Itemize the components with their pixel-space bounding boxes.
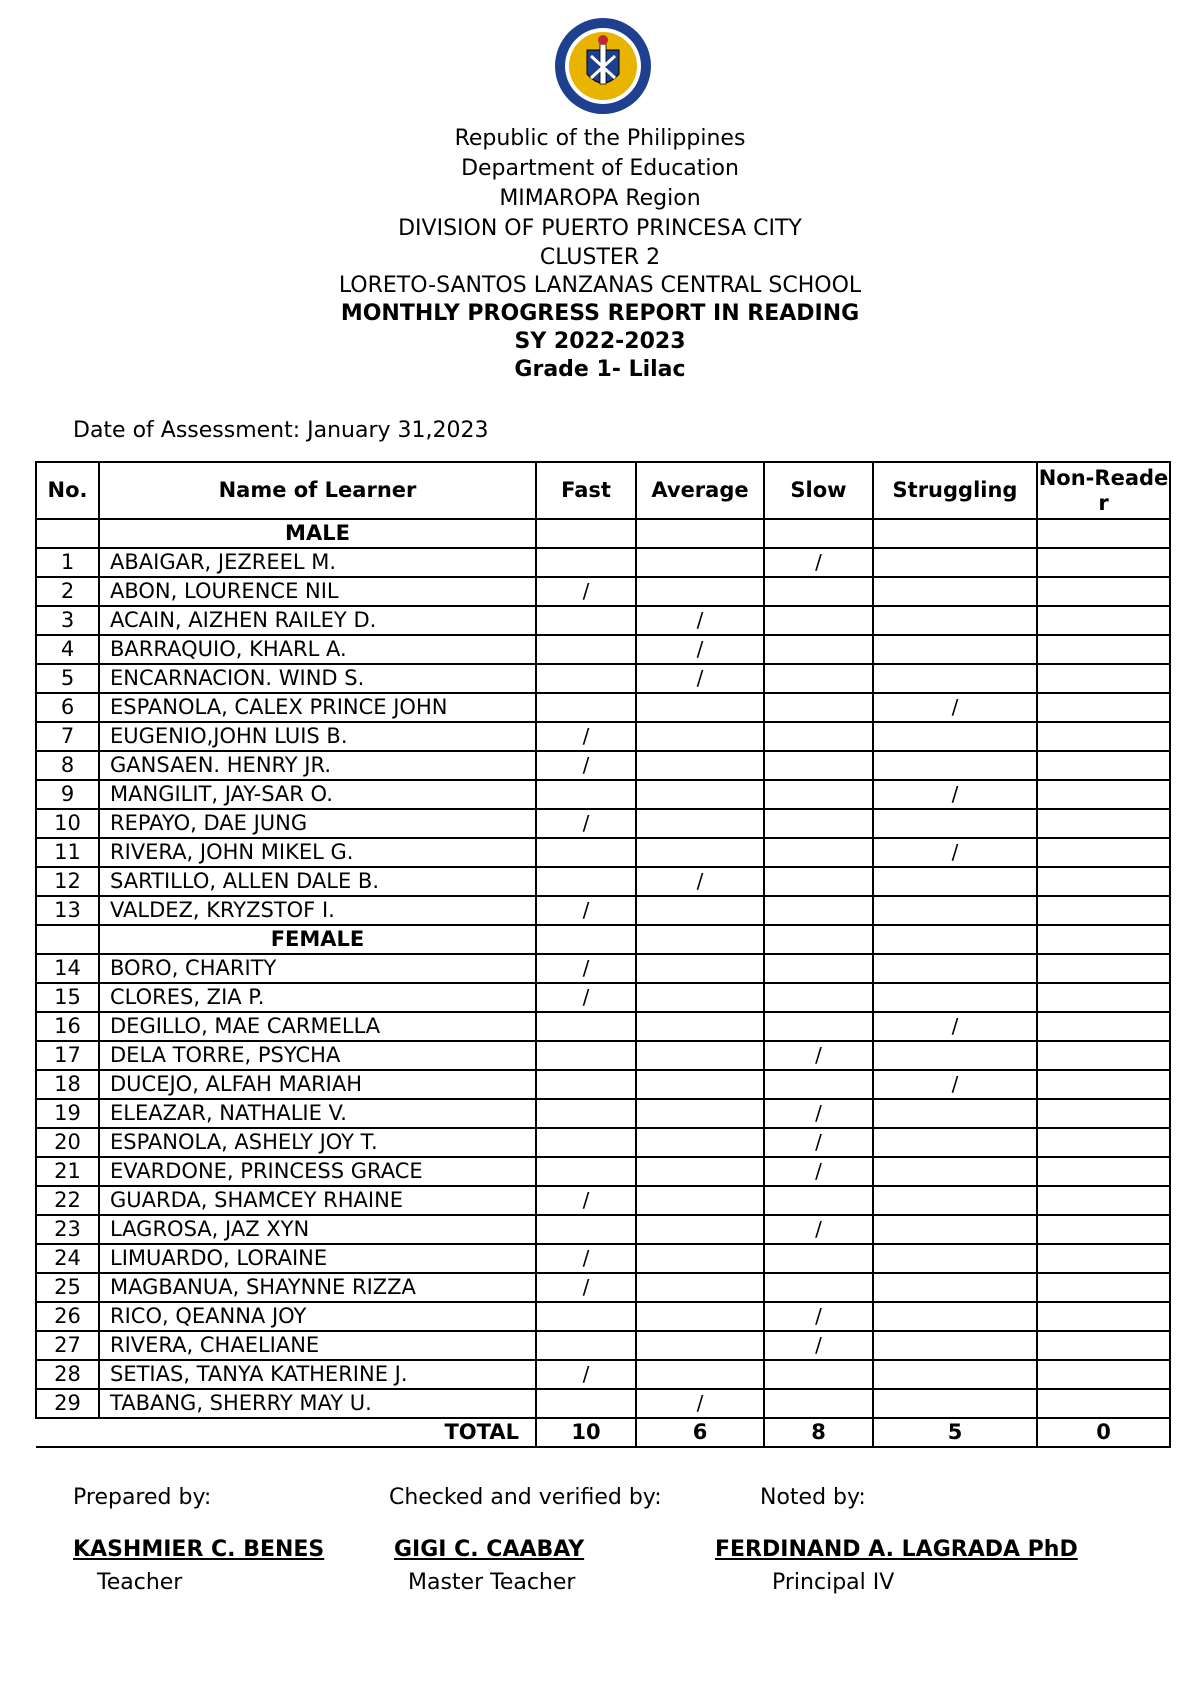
level-cell-non-reader — [1037, 809, 1170, 838]
header-division: DIVISION OF PUERTO PRINCESA CITY — [398, 216, 802, 241]
learner-number: 1 — [36, 548, 99, 577]
level-cell-struggling — [873, 1244, 1037, 1273]
level-cell-fast — [536, 1389, 636, 1418]
table-row — [36, 1041, 1170, 1070]
group-empty-cell — [36, 519, 99, 548]
level-mark: / — [636, 606, 764, 635]
reading-progress-table — [35, 461, 1171, 1448]
level-cell-struggling — [873, 1186, 1037, 1215]
header-school: LORETO-SANTOS LANZANAS CENTRAL SCHOOL — [338, 273, 862, 298]
level-cell-slow — [764, 983, 873, 1012]
master-teacher-name: GIGI C. CAABAY — [394, 1537, 585, 1562]
table-row — [36, 1389, 1170, 1418]
group-row — [36, 519, 1170, 548]
level-cell-slow — [764, 664, 873, 693]
level-cell-average — [636, 983, 764, 1012]
level-cell-average — [636, 1360, 764, 1389]
learner-name: GUARDA, SHAMCEY RHAINE — [99, 1186, 536, 1215]
level-cell-average — [636, 896, 764, 925]
learner-name: ABAIGAR, JEZREEL M. — [99, 548, 536, 577]
learner-number: 7 — [36, 722, 99, 751]
learner-name: EVARDONE, PRINCESS GRACE — [99, 1157, 536, 1186]
level-mark: / — [636, 635, 764, 664]
level-cell-fast — [536, 693, 636, 722]
group-empty-cell — [636, 925, 764, 954]
level-cell-slow — [764, 1389, 873, 1418]
level-cell-non-reader — [1037, 1302, 1170, 1331]
learner-number: 8 — [36, 751, 99, 780]
group-empty-cell — [636, 519, 764, 548]
level-cell-non-reader — [1037, 606, 1170, 635]
total-slow: 8 — [764, 1418, 873, 1447]
level-cell-non-reader — [1037, 1331, 1170, 1360]
level-mark: / — [764, 1302, 873, 1331]
level-cell-struggling — [873, 1389, 1037, 1418]
level-mark: / — [536, 983, 636, 1012]
level-cell-non-reader — [1037, 751, 1170, 780]
learner-name: MAGBANUA, SHAYNNE RIZZA — [99, 1273, 536, 1302]
table-row — [36, 1128, 1170, 1157]
learner-number: 17 — [36, 1041, 99, 1070]
teacher-role: Teacher — [97, 1570, 183, 1595]
level-cell-struggling — [873, 1099, 1037, 1128]
level-cell-slow — [764, 954, 873, 983]
col-header-no: No. — [36, 462, 99, 519]
learner-number: 28 — [36, 1360, 99, 1389]
total-average: 6 — [636, 1418, 764, 1447]
learner-name: RIVERA, JOHN MIKEL G. — [99, 838, 536, 867]
table-row — [36, 577, 1170, 606]
table-row — [36, 693, 1170, 722]
level-cell-non-reader — [1037, 1360, 1170, 1389]
learner-number: 6 — [36, 693, 99, 722]
level-cell-struggling — [873, 577, 1037, 606]
level-cell-struggling — [873, 896, 1037, 925]
learner-name: GANSAEN. HENRY JR. — [99, 751, 536, 780]
learner-name: DELA TORRE, PSYCHA — [99, 1041, 536, 1070]
level-cell-non-reader — [1037, 577, 1170, 606]
level-mark: / — [636, 664, 764, 693]
level-cell-non-reader — [1037, 1244, 1170, 1273]
learner-name: TABANG, SHERRY MAY U. — [99, 1389, 536, 1418]
group-empty-cell — [873, 519, 1037, 548]
group-empty-cell — [873, 925, 1037, 954]
learner-number: 16 — [36, 1012, 99, 1041]
level-cell-struggling — [873, 751, 1037, 780]
level-cell-struggling — [873, 1331, 1037, 1360]
level-cell-struggling — [873, 635, 1037, 664]
level-cell-fast — [536, 1070, 636, 1099]
level-cell-non-reader — [1037, 1389, 1170, 1418]
col-header-slow: Slow — [764, 462, 873, 519]
level-mark: / — [873, 838, 1037, 867]
level-cell-fast — [536, 1041, 636, 1070]
learner-name: RICO, QEANNA JOY — [99, 1302, 536, 1331]
level-cell-non-reader — [1037, 1012, 1170, 1041]
level-cell-average — [636, 1157, 764, 1186]
level-cell-non-reader — [1037, 983, 1170, 1012]
level-cell-struggling — [873, 1273, 1037, 1302]
level-cell-slow — [764, 1273, 873, 1302]
learner-name: EUGENIO,JOHN LUIS B. — [99, 722, 536, 751]
level-cell-non-reader — [1037, 780, 1170, 809]
level-cell-slow — [764, 1244, 873, 1273]
group-empty-cell — [536, 925, 636, 954]
level-cell-non-reader — [1037, 1186, 1170, 1215]
group-empty-cell — [764, 925, 873, 954]
level-cell-average — [636, 1215, 764, 1244]
learner-name: SARTILLO, ALLEN DALE B. — [99, 867, 536, 896]
noted-by-label: Noted by: — [760, 1485, 866, 1510]
level-mark: / — [873, 1012, 1037, 1041]
learner-name: ELEAZAR, NATHALIE V. — [99, 1099, 536, 1128]
grade-section: Grade 1- Lilac — [514, 357, 686, 382]
table-row — [36, 867, 1170, 896]
learner-number: 9 — [36, 780, 99, 809]
deped-seal-icon — [553, 16, 653, 116]
level-mark: / — [536, 1360, 636, 1389]
learner-number: 25 — [36, 1273, 99, 1302]
level-cell-fast — [536, 1128, 636, 1157]
table-row — [36, 664, 1170, 693]
learner-number: 21 — [36, 1157, 99, 1186]
table-row — [36, 1157, 1170, 1186]
table-row — [36, 1215, 1170, 1244]
report-title: MONTHLY PROGRESS REPORT IN READING — [340, 301, 860, 326]
learner-name: ACAIN, AIZHEN RAILEY D. — [99, 606, 536, 635]
learner-number: 22 — [36, 1186, 99, 1215]
level-mark: / — [636, 1389, 764, 1418]
level-mark: / — [536, 1186, 636, 1215]
table-row — [36, 722, 1170, 751]
level-cell-slow — [764, 693, 873, 722]
level-cell-average — [636, 1244, 764, 1273]
level-mark: / — [536, 722, 636, 751]
level-cell-slow — [764, 1070, 873, 1099]
table-row — [36, 838, 1170, 867]
learner-name: BARRAQUIO, KHARL A. — [99, 635, 536, 664]
level-mark: / — [873, 1070, 1037, 1099]
principal-name: FERDINAND A. LAGRADA PhD — [715, 1537, 1078, 1562]
level-cell-struggling — [873, 1360, 1037, 1389]
total-non-reader: 0 — [1037, 1418, 1170, 1447]
table-row — [36, 954, 1170, 983]
level-cell-non-reader — [1037, 1215, 1170, 1244]
level-cell-average — [636, 1099, 764, 1128]
date-of-assessment: Date of Assessment: January 31,2023 — [73, 418, 489, 443]
learner-number: 5 — [36, 664, 99, 693]
level-cell-slow — [764, 1186, 873, 1215]
level-cell-struggling — [873, 954, 1037, 983]
level-cell-non-reader — [1037, 635, 1170, 664]
level-cell-average — [636, 1331, 764, 1360]
level-cell-struggling — [873, 1041, 1037, 1070]
level-mark: / — [536, 1244, 636, 1273]
level-cell-average — [636, 722, 764, 751]
group-empty-cell — [1037, 925, 1170, 954]
level-cell-fast — [536, 635, 636, 664]
learner-name: LAGROSA, JAZ XYN — [99, 1215, 536, 1244]
level-cell-struggling — [873, 1302, 1037, 1331]
learner-number: 15 — [36, 983, 99, 1012]
learner-number: 10 — [36, 809, 99, 838]
level-mark: / — [536, 809, 636, 838]
learner-number: 11 — [36, 838, 99, 867]
table-body — [36, 519, 1170, 1447]
learner-number: 12 — [36, 867, 99, 896]
header-region: MIMAROPA Region — [499, 186, 701, 211]
level-cell-average — [636, 838, 764, 867]
level-cell-average — [636, 809, 764, 838]
group-empty-cell — [536, 519, 636, 548]
master-teacher-role: Master Teacher — [408, 1570, 576, 1595]
level-mark: / — [764, 1041, 873, 1070]
table-row — [36, 1360, 1170, 1389]
learner-name: CLORES, ZIA P. — [99, 983, 536, 1012]
level-mark: / — [536, 577, 636, 606]
level-cell-fast — [536, 838, 636, 867]
level-cell-non-reader — [1037, 1157, 1170, 1186]
level-cell-fast — [536, 867, 636, 896]
learner-name: ESPANOLA, ASHELY JOY T. — [99, 1128, 536, 1157]
col-header-average: Average — [636, 462, 764, 519]
learner-name: ESPANOLA, CALEX PRINCE JOHN — [99, 693, 536, 722]
level-cell-non-reader — [1037, 548, 1170, 577]
table-row — [36, 1331, 1170, 1360]
total-struggling: 5 — [873, 1418, 1037, 1447]
learner-number: 19 — [36, 1099, 99, 1128]
level-mark: / — [764, 1099, 873, 1128]
group-empty-cell — [1037, 519, 1170, 548]
learner-name: RIVERA, CHAELIANE — [99, 1331, 536, 1360]
level-cell-average — [636, 1302, 764, 1331]
level-mark: / — [873, 693, 1037, 722]
level-cell-struggling — [873, 664, 1037, 693]
table-row — [36, 1186, 1170, 1215]
table-row — [36, 1244, 1170, 1273]
level-cell-average — [636, 780, 764, 809]
teacher-name: KASHMIER C. BENES — [73, 1537, 325, 1562]
col-header-struggling: Struggling — [873, 462, 1037, 519]
group-empty-cell — [36, 925, 99, 954]
level-cell-average — [636, 1012, 764, 1041]
level-cell-non-reader — [1037, 1128, 1170, 1157]
table-row — [36, 780, 1170, 809]
level-cell-struggling — [873, 1215, 1037, 1244]
level-cell-average — [636, 1128, 764, 1157]
level-cell-non-reader — [1037, 954, 1170, 983]
level-cell-average — [636, 1186, 764, 1215]
level-cell-slow — [764, 809, 873, 838]
learner-number: 24 — [36, 1244, 99, 1273]
table-header-row — [36, 462, 1170, 519]
level-mark: / — [536, 751, 636, 780]
level-cell-fast — [536, 1157, 636, 1186]
level-mark: / — [536, 954, 636, 983]
level-cell-non-reader — [1037, 1099, 1170, 1128]
level-cell-struggling — [873, 548, 1037, 577]
table-row — [36, 548, 1170, 577]
learner-name: DUCEJO, ALFAH MARIAH — [99, 1070, 536, 1099]
learner-number: 4 — [36, 635, 99, 664]
learner-name: ENCARNACION. WIND S. — [99, 664, 536, 693]
group-empty-cell — [764, 519, 873, 548]
school-year: SY 2022-2023 — [514, 329, 686, 354]
level-cell-slow — [764, 838, 873, 867]
col-header-fast: Fast — [536, 462, 636, 519]
table-row — [36, 809, 1170, 838]
level-mark: / — [764, 1215, 873, 1244]
level-mark: / — [536, 896, 636, 925]
level-cell-non-reader — [1037, 867, 1170, 896]
report-header — [0, 124, 1200, 384]
level-cell-non-reader — [1037, 693, 1170, 722]
principal-role: Principal IV — [772, 1570, 895, 1595]
learner-name: LIMUARDO, LORAINE — [99, 1244, 536, 1273]
table-row — [36, 1070, 1170, 1099]
learner-name: VALDEZ, KRYZSTOF I. — [99, 896, 536, 925]
level-cell-average — [636, 1041, 764, 1070]
header-cluster: CLUSTER 2 — [539, 245, 661, 270]
level-cell-slow — [764, 635, 873, 664]
level-cell-non-reader — [1037, 722, 1170, 751]
table-row — [36, 751, 1170, 780]
learner-name: SETIAS, TANYA KATHERINE J. — [99, 1360, 536, 1389]
learner-number: 29 — [36, 1389, 99, 1418]
level-mark: / — [764, 1128, 873, 1157]
header-department: Department of Education — [461, 156, 739, 181]
level-cell-non-reader — [1037, 664, 1170, 693]
total-row — [36, 1418, 1170, 1447]
learner-name: ABON, LOURENCE NIL — [99, 577, 536, 606]
level-cell-fast — [536, 1331, 636, 1360]
total-fast: 10 — [536, 1418, 636, 1447]
group-label: FEMALE — [99, 925, 536, 954]
level-cell-average — [636, 751, 764, 780]
learner-number: 20 — [36, 1128, 99, 1157]
learner-name: REPAYO, DAE JUNG — [99, 809, 536, 838]
level-cell-fast — [536, 1099, 636, 1128]
level-cell-slow — [764, 722, 873, 751]
level-cell-average — [636, 954, 764, 983]
level-cell-slow — [764, 1360, 873, 1389]
level-cell-struggling — [873, 1128, 1037, 1157]
prepared-by-label: Prepared by: — [73, 1485, 212, 1510]
level-cell-struggling — [873, 983, 1037, 1012]
level-mark: / — [764, 1157, 873, 1186]
table-row — [36, 1012, 1170, 1041]
level-mark: / — [764, 1331, 873, 1360]
table-row — [36, 1273, 1170, 1302]
level-mark: / — [636, 867, 764, 896]
table-row — [36, 1099, 1170, 1128]
level-cell-struggling — [873, 1157, 1037, 1186]
level-cell-fast — [536, 606, 636, 635]
learner-number: 18 — [36, 1070, 99, 1099]
group-row — [36, 925, 1170, 954]
level-cell-non-reader — [1037, 838, 1170, 867]
learner-name: DEGILLO, MAE CARMELLA — [99, 1012, 536, 1041]
level-mark: / — [764, 548, 873, 577]
level-cell-fast — [536, 664, 636, 693]
level-cell-average — [636, 693, 764, 722]
level-cell-struggling — [873, 722, 1037, 751]
group-label: MALE — [99, 519, 536, 548]
learner-number: 27 — [36, 1331, 99, 1360]
level-cell-non-reader — [1037, 1070, 1170, 1099]
level-cell-average — [636, 548, 764, 577]
level-cell-fast — [536, 1215, 636, 1244]
level-cell-slow — [764, 751, 873, 780]
level-cell-average — [636, 1273, 764, 1302]
level-mark: / — [873, 780, 1037, 809]
level-cell-slow — [764, 896, 873, 925]
level-cell-slow — [764, 867, 873, 896]
table-row — [36, 635, 1170, 664]
learner-number: 23 — [36, 1215, 99, 1244]
level-cell-slow — [764, 606, 873, 635]
level-cell-fast — [536, 548, 636, 577]
table-row — [36, 983, 1170, 1012]
level-cell-fast — [536, 1302, 636, 1331]
level-cell-slow — [764, 1012, 873, 1041]
learner-number: 13 — [36, 896, 99, 925]
level-cell-slow — [764, 577, 873, 606]
col-header-non-reader: Non-Reader — [1037, 462, 1170, 519]
level-cell-non-reader — [1037, 1273, 1170, 1302]
level-cell-non-reader — [1037, 896, 1170, 925]
level-cell-average — [636, 1070, 764, 1099]
learner-number: 2 — [36, 577, 99, 606]
level-cell-non-reader — [1037, 1041, 1170, 1070]
table-row — [36, 1302, 1170, 1331]
level-cell-struggling — [873, 809, 1037, 838]
level-cell-average — [636, 577, 764, 606]
level-cell-fast — [536, 1012, 636, 1041]
learner-name: BORO, CHARITY — [99, 954, 536, 983]
table-row — [36, 896, 1170, 925]
level-cell-fast — [536, 780, 636, 809]
col-header-name: Name of Learner — [99, 462, 536, 519]
total-label: TOTAL — [36, 1418, 536, 1447]
header-republic: Republic of the Philippines — [454, 126, 746, 151]
level-cell-struggling — [873, 606, 1037, 635]
learner-name: MANGILIT, JAY-SAR O. — [99, 780, 536, 809]
level-cell-struggling — [873, 867, 1037, 896]
level-mark: / — [536, 1273, 636, 1302]
level-cell-slow — [764, 780, 873, 809]
learner-number: 26 — [36, 1302, 99, 1331]
checked-by-label: Checked and verified by: — [389, 1485, 662, 1510]
table-row — [36, 606, 1170, 635]
learner-number: 3 — [36, 606, 99, 635]
learner-number: 14 — [36, 954, 99, 983]
